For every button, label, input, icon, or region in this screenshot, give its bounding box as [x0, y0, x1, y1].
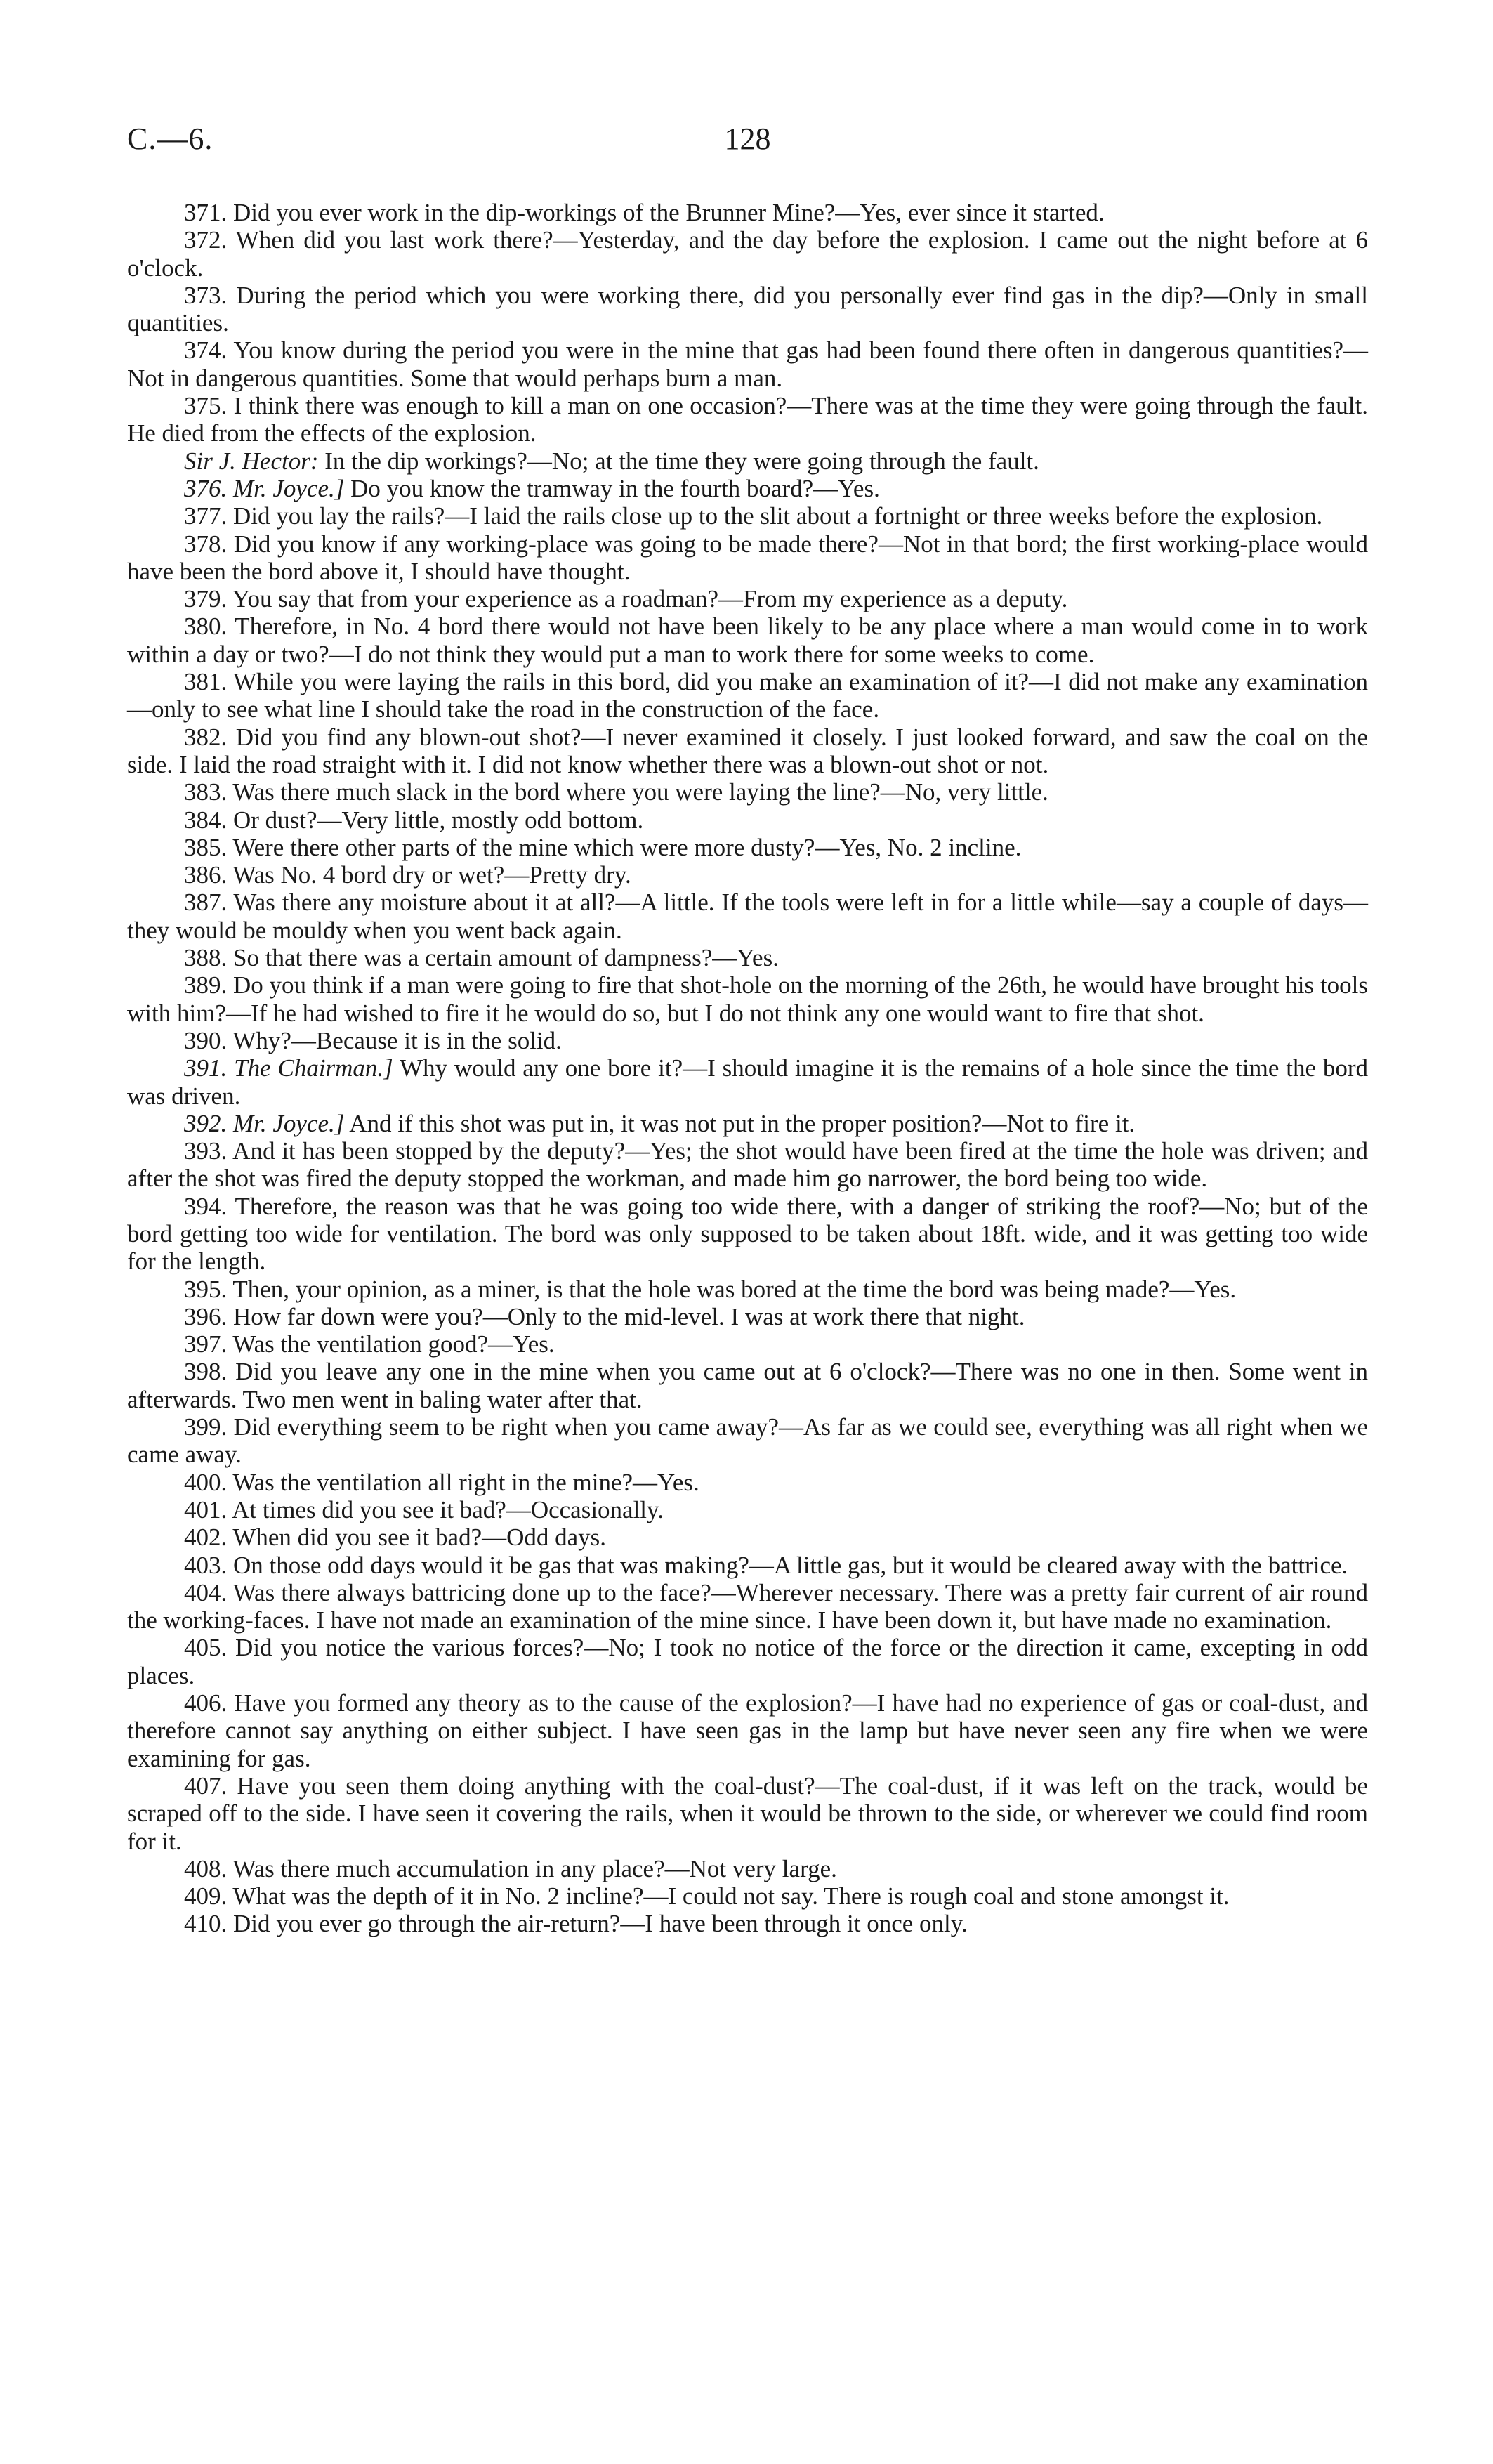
- paragraph-text: 382. Did you find any blown-out shot?—I never examined it closely. I just looked forward, and saw the coal on the side. I laid the road straight with it. I did not know whether there was a blown-out shot or not.: [127, 723, 1368, 778]
- paragraph-text: 395. Then, your opinion, as a miner, is that the hole was bored at the time the bord was being made?—Yes.: [184, 1275, 1237, 1303]
- speaker-attribution: 376. Mr. Joyce.]: [184, 474, 345, 502]
- paragraph-text: 408. Was there much accumulation in any place?—Not very large.: [184, 1854, 837, 1882]
- paragraph-text: 401. At times did you see it bad?—Occasionally.: [184, 1495, 664, 1523]
- testimony-paragraph: [127, 199, 1368, 226]
- paragraph-text: 388. So that there was a certain amount of dampness?—Yes.: [184, 944, 779, 972]
- paragraph-text: 375. I think there was enough to kill a man on one occasion?—There was at the time they were going through the fault. He died from the effects of the explosion.: [127, 392, 1368, 447]
- testimony-paragraph: [127, 1193, 1368, 1276]
- testimony-paragraph: [127, 1523, 1368, 1551]
- paragraph-text: 402. When did you see it bad?—Odd days.: [184, 1523, 607, 1552]
- speaker-attribution: 392. Mr. Joyce.]: [184, 1109, 345, 1137]
- paragraph-text: 379. You say that from your experience as a roadman?—From my experience as a deputy.: [184, 585, 1068, 613]
- speaker-attribution: Sir J. Hector:: [184, 447, 319, 475]
- paragraph-text: 396. How far down were you?—Only to the mid-level. I was at work there that night.: [184, 1302, 1025, 1330]
- testimony-paragraph: [127, 1634, 1368, 1689]
- paragraph-text: 387. Was there any moisture about it at all?—A little. If the tools were left in for a little while—say a couple of days—they would be mouldy when you went back again.: [127, 889, 1368, 944]
- paragraph-text: 394. Therefore, the reason was that he was going too wide there, with a danger of striking the roof?—No; but of the bord getting too wide for ventilation. The bord was only supposed to be taken about 18ft. wide, and it was getting too wide for the length.: [127, 1192, 1368, 1276]
- testimony-paragraph: [127, 530, 1368, 586]
- paragraph-text: 381. While you were laying the rails in this bord, did you make an examination of it?—I did not make any examination—only to see what line I should take the road in the construction of the face.: [127, 668, 1368, 723]
- testimony-text: [127, 199, 1368, 1938]
- paragraph-text: 386. Was No. 4 bord dry or wet?—Pretty dry.: [184, 861, 631, 889]
- paragraph-text: 404. Was there always battricing done up to the face?—Wherever necessary. There was a pretty fair current of air round the working-faces. I have not made an examination of the mine since. I have been down it, but have made no examination.: [127, 1578, 1368, 1634]
- paragraph-text: 378. Did you know if any working-place was going to be made there?—Not in that bord; the first working-place would have been the bord above it, I should have thought.: [127, 530, 1368, 585]
- testimony-paragraph: [127, 502, 1368, 530]
- testimony-paragraph: [127, 226, 1368, 282]
- testimony-paragraph: [127, 1579, 1368, 1634]
- testimony-paragraph: [127, 475, 1368, 502]
- testimony-paragraph: [127, 447, 1368, 475]
- paragraph-text: 389. Do you think if a man were going to fire that shot-hole on the morning of the 26th, he would have brought his tools with him?—If he had wished to fire it he would do so, but I do not think any one would want to fire that shot.: [127, 971, 1368, 1027]
- paragraph-text: 410. Did you ever go through the air-return?—I have been through it once only.: [184, 1910, 968, 1938]
- testimony-paragraph: [127, 861, 1368, 889]
- testimony-paragraph: [127, 1772, 1368, 1855]
- paragraph-text: Why would any one bore it?—I should imagine it is the remains of a hole since the time the bord was driven.: [127, 1054, 1368, 1110]
- paragraph-text: 399. Did everything seem to be right when you came away?—As far as we could see, everything was all right when we came away.: [127, 1413, 1368, 1469]
- paragraph-text: 385. Were there other parts of the mine which were more dusty?—Yes, No. 2 incline.: [184, 833, 1022, 861]
- page-number: 128: [724, 122, 771, 156]
- paragraph-text: 377. Did you lay the rails?—I laid the rails close up to the slit about a fortnight or three weeks before the explosion.: [184, 502, 1323, 530]
- testimony-paragraph: [127, 668, 1368, 723]
- testimony-paragraph: [127, 1910, 1368, 1937]
- testimony-paragraph: [127, 778, 1368, 806]
- paragraph-text: 397. Was the ventilation good?—Yes.: [184, 1330, 555, 1358]
- testimony-paragraph: [127, 1054, 1368, 1110]
- testimony-paragraph: [127, 971, 1368, 1027]
- speaker-attribution: 391. The Chairman.]: [184, 1054, 393, 1082]
- testimony-paragraph: [127, 1855, 1368, 1882]
- paragraph-text: 393. And it has been stopped by the deputy?—Yes; the shot would have been fired at the time the hole was driven; and after the shot was fired the deputy stopped the workman, and made him go narrower, the bord being too wide.: [127, 1137, 1368, 1193]
- document-code: C.—6.: [127, 122, 213, 156]
- testimony-paragraph: [127, 1027, 1368, 1054]
- testimony-paragraph: [127, 282, 1368, 337]
- testimony-paragraph: [127, 1413, 1368, 1469]
- paragraph-text: In the dip workings?—No; at the time they were going through the fault.: [324, 447, 1039, 475]
- testimony-paragraph: [127, 1552, 1368, 1579]
- paragraph-text: 371. Did you ever work in the dip-workings of the Brunner Mine?—Yes, ever since it started.: [184, 199, 1105, 226]
- testimony-paragraph: [127, 585, 1368, 612]
- testimony-paragraph: [127, 1137, 1368, 1193]
- paragraph-text: 373. During the period which you were working there, did you personally ever find gas in the dip?—Only in small quantities.: [127, 281, 1368, 337]
- paragraph-text: 407. Have you seen them doing anything with the coal-dust?—The coal-dust, if it was left on the track, would be scraped off to the side. I have seen it covering the rails, when it would be thrown to the side, or wherever we could find room for it.: [127, 1771, 1368, 1855]
- paragraph-text: 384. Or dust?—Very little, mostly odd bottom.: [184, 806, 644, 834]
- paragraph-text: 383. Was there much slack in the bord where you were laying the line?—No, very little.: [184, 778, 1048, 806]
- testimony-paragraph: [127, 1469, 1368, 1496]
- paragraph-text: 374. You know during the period you were in the mine that gas had been found there often in dangerous quantities?—Not in dangerous quantities. Some that would perhaps burn a man.: [127, 336, 1368, 392]
- testimony-paragraph: [127, 1110, 1368, 1137]
- paragraph-text: 406. Have you formed any theory as to the cause of the explosion?—I have had no experience of gas or coal-dust, and therefore cannot say anything on either subject. I have seen gas in the lamp but have never seen any fire when we were examining for gas.: [127, 1689, 1368, 1772]
- testimony-paragraph: [127, 806, 1368, 834]
- testimony-paragraph: [127, 1303, 1368, 1330]
- testimony-paragraph: [127, 1882, 1368, 1910]
- paragraph-text: Do you know the tramway in the fourth board?—Yes.: [350, 474, 880, 502]
- paragraph-text: 400. Was the ventilation all right in the mine?—Yes.: [184, 1468, 699, 1496]
- paragraph-text: And if this shot was put in, it was not put in the proper position?—Not to fire it.: [349, 1109, 1136, 1137]
- testimony-paragraph: [127, 723, 1368, 779]
- testimony-paragraph: [127, 1689, 1368, 1772]
- testimony-paragraph: [127, 889, 1368, 944]
- testimony-paragraph: [127, 1276, 1368, 1303]
- paragraph-text: 403. On those odd days would it be gas that was making?—A little gas, but it would be cleared away with the battrice.: [184, 1551, 1348, 1579]
- testimony-paragraph: [127, 1330, 1368, 1358]
- paragraph-text: 409. What was the depth of it in No. 2 incline?—I could not say. There is rough coal and stone amongst it.: [184, 1882, 1230, 1911]
- paragraph-text: 405. Did you notice the various forces?—No; I took no notice of the force or the direction it came, excepting in odd places.: [127, 1634, 1368, 1689]
- paragraph-text: 398. Did you leave any one in the mine when you came out at 6 o'clock?—There was no one in then. Some went in afterwards. Two men went in baling water after that.: [127, 1358, 1368, 1413]
- testimony-paragraph: [127, 336, 1368, 392]
- page-header: [127, 118, 1368, 160]
- paragraph-text: 380. Therefore, in No. 4 bord there would not have been likely to be any place where a man would come in to work within a day or two?—I do not think they would put a man to work there for some weeks to come.: [127, 612, 1368, 668]
- testimony-paragraph: [127, 612, 1368, 668]
- testimony-paragraph: [127, 392, 1368, 447]
- testimony-paragraph: [127, 834, 1368, 861]
- paragraph-text: 372. When did you last work there?—Yesterday, and the day before the explosion. I came out the night before at 6 o'clock.: [127, 226, 1368, 282]
- testimony-paragraph: [127, 944, 1368, 971]
- testimony-paragraph: [127, 1496, 1368, 1523]
- paragraph-text: 390. Why?—Because it is in the solid.: [184, 1026, 562, 1054]
- testimony-paragraph: [127, 1358, 1368, 1413]
